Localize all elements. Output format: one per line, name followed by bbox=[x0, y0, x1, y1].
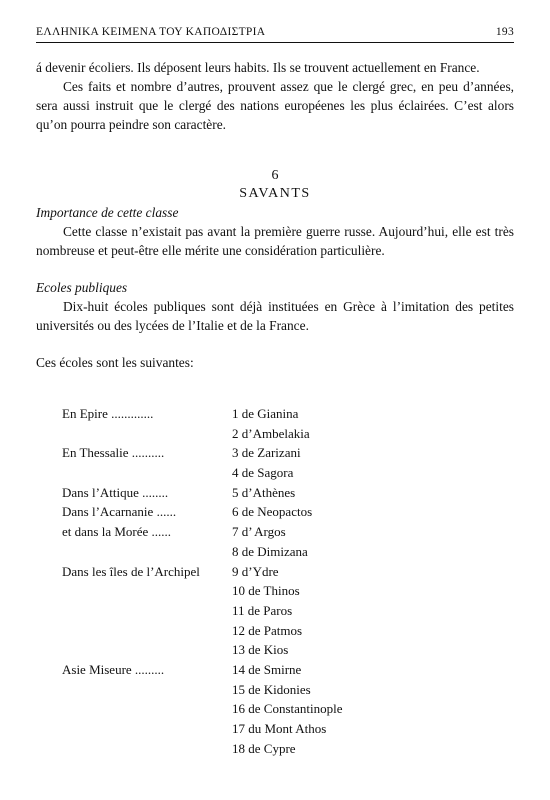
school-entry: 1 de Gianina bbox=[232, 406, 299, 421]
region-label: Dans l’Attique ........ bbox=[62, 484, 169, 500]
page-body bbox=[36, 58, 514, 372]
running-head bbox=[36, 24, 514, 43]
subheading-importance: Importance de cette classe bbox=[36, 205, 179, 220]
region-label: et dans la Morée ...... bbox=[62, 524, 172, 540]
paragraph-importance: Cette classe n’existait pas avant la première guerre russe. Aujourd’hui, elle est très nombreuse et peut-être elle mérite une considération particulière. bbox=[36, 224, 514, 258]
school-entry: 12 de Patmos bbox=[232, 622, 303, 638]
region-label: Asie Miseure ......... bbox=[62, 661, 165, 677]
paragraph-clergy: Ces faits et nombre d’autres, prouvent assez que le clergé grec, en peu d’années, sera aussi instruit que le clergé des nations européenes les plus éclairées. C’est alors qu’on pourra peindre son caractère. bbox=[36, 79, 514, 132]
list-item bbox=[62, 621, 362, 641]
region-label: Dans les îles de l’Archipel bbox=[62, 563, 200, 579]
school-entry: 5 d’Athènes bbox=[232, 484, 296, 500]
school-list bbox=[62, 404, 362, 758]
school-entry: 17 du Mont Athos bbox=[232, 721, 327, 736]
school-entry: 4 de Sagora bbox=[232, 465, 294, 481]
region-label: En Epire ............. bbox=[62, 406, 154, 421]
school-entry: 8 de Dimizana bbox=[232, 543, 308, 559]
list-item bbox=[62, 660, 362, 680]
subheading-schools: Ecoles publiques bbox=[36, 280, 128, 295]
page-number: 193 bbox=[495, 26, 514, 38]
school-entry: 9 d’Ydre bbox=[232, 563, 279, 579]
school-entry: 6 de Neopactos bbox=[232, 504, 313, 520]
school-entry: 13 de Kios bbox=[232, 642, 289, 658]
region-label: En Thessalie .......... bbox=[62, 445, 165, 461]
list-item bbox=[62, 719, 362, 739]
list-item bbox=[62, 522, 362, 542]
school-entry: 18 de Cypre bbox=[232, 740, 296, 756]
school-entry: 3 de Zarizani bbox=[232, 445, 301, 461]
running-title: ΕΛΛΗΝΙΚΑ ΚΕΙΜΕΝΑ ΤΟΥ ΚΑΠΟΔΙΣΤΡΙΑ bbox=[36, 26, 266, 38]
list-item bbox=[62, 699, 362, 719]
school-entry: 11 de Paros bbox=[232, 602, 293, 618]
section-number: 6 bbox=[271, 168, 279, 183]
paragraph-schools: Dix-huit écoles publiques sont déjà instituées en Grèce à l’imitation des petites universités ou des lycées de l’Italie et de la France. bbox=[36, 299, 514, 333]
list-item bbox=[62, 483, 362, 503]
list-item bbox=[62, 601, 362, 621]
school-entry: 14 de Smirne bbox=[232, 661, 302, 677]
list-item bbox=[62, 562, 362, 582]
paragraph-list-intro: Ces écoles sont les suivantes: bbox=[36, 355, 194, 370]
school-entry: 2 d’Ambelakia bbox=[232, 425, 310, 441]
list-item bbox=[62, 404, 362, 424]
school-entry: 10 de Thinos bbox=[232, 583, 300, 599]
list-item bbox=[62, 424, 362, 444]
list-item bbox=[62, 443, 362, 463]
region-label: Dans l’Acarnanie ...... bbox=[62, 504, 177, 520]
list-item bbox=[62, 739, 362, 759]
school-entry: 16 de Constantinople bbox=[232, 701, 343, 717]
school-entry: 15 de Kidonies bbox=[232, 681, 311, 697]
list-item bbox=[62, 680, 362, 700]
section-title: SAVANTS bbox=[239, 186, 311, 201]
list-item bbox=[62, 640, 362, 660]
school-entry: 7 d’ Argos bbox=[232, 524, 286, 540]
list-item bbox=[62, 581, 362, 601]
list-item bbox=[62, 542, 362, 562]
list-item bbox=[62, 463, 362, 483]
paragraph-continuation: á devenir écoliers. Ils déposent leurs habits. Ils se trouvent actuellement en France. bbox=[36, 60, 480, 75]
list-item bbox=[62, 502, 362, 522]
